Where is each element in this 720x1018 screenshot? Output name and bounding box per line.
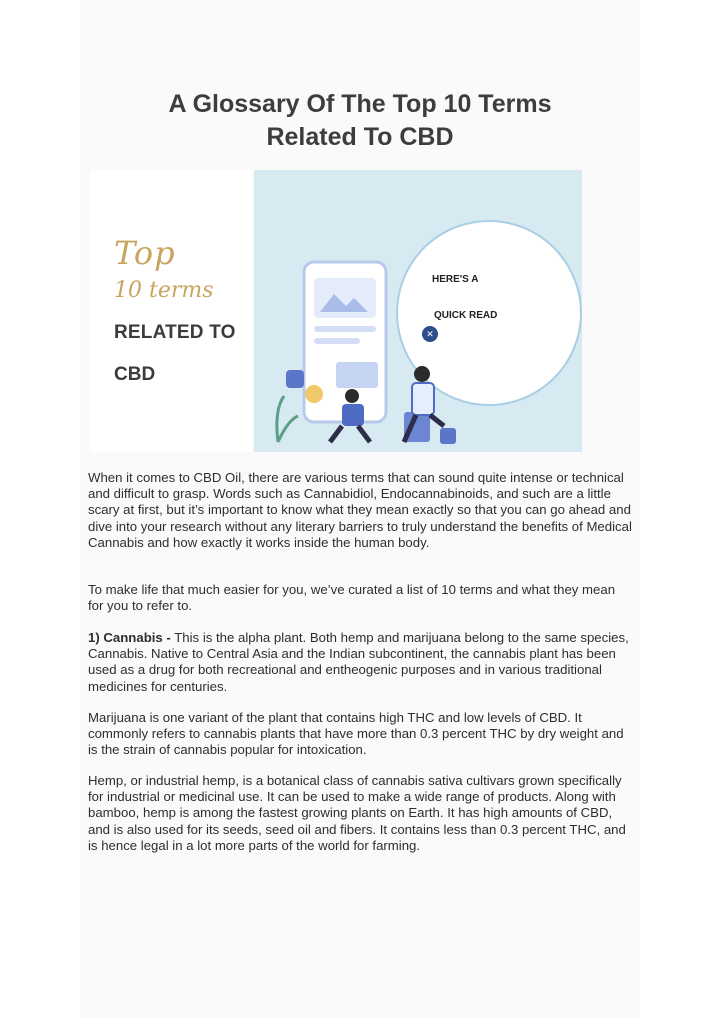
cannabis-paragraph [88,630,634,695]
term-cannabis-heading: 1) Cannabis - [88,630,171,645]
phone-line [314,326,376,332]
person-head [345,389,359,403]
person-body [412,383,434,415]
bubble-text-line-1: HERE'S A [432,274,479,285]
cannabis-description: This is the alpha plant. Both hemp and marijuana belong to the same species, Cannabis. Native to Central Asia and the Indian subcontinent, the cannabis plant has been used as a drug for both recreational and entheogenic purposes and in various traditional medicines for centuries. [88,630,629,694]
hero-text-panel [90,170,252,452]
bubble-text-line-2: QUICK READ [434,310,498,321]
title-line-1: A Glossary Of The Top 10 Terms [168,90,552,118]
hemp-paragraph: Hemp, or industrial hemp, is a botanical class of cannabis sativa cultivars grown specifically for industrial or medicinal use. It can be used to make a wide range of products. Along with bamboo, hemp is among the fastest growing plants on Earth. It has high amounts of CBD, and is also used for its seeds, seed oil and fibers. It contains less than 0.3 percent THC, and is hence legal in a lot more parts of the world for farming. [88,773,626,853]
phone-line [314,338,360,344]
list-intro-paragraph: To make life that much easier for you, we’ve curated a list of 10 terms and what they mean for you to refer to. [88,582,616,614]
hero-cbd: CBD [114,364,156,385]
hero-script-terms: 10 terms [114,278,214,303]
title-line-2: Related To CBD [266,123,454,151]
coin-icon [305,385,323,403]
lock-icon [286,370,304,388]
person-legs [330,426,370,442]
phone-card [336,362,378,388]
hero-script-top: Top [114,234,176,272]
intro-paragraph: When it comes to CBD Oil, there are various terms that can sound quite intense or technical and difficult to grasp. Words such as Cannabidiol, Endocannabinoids, and such are a little scary at first, but it’s important to know what they mean exactly so that you can go ahead and dive into your research without any literary barriers to truly understand the benefits of Medical Cannabis and how exactly it works inside the human body. [88,470,632,550]
people-phone-illustration [254,170,582,452]
user-icon [440,428,456,444]
hero-related-to: RELATED TO [114,322,236,343]
person-body [342,404,364,426]
person-head [414,366,430,382]
close-icon: ✕ [422,326,438,342]
hero-image [90,170,582,452]
marijuana-paragraph: Marijuana is one variant of the plant that contains high THC and low levels of CBD. It commonly refers to cannabis plants that have more than 0.3 percent THC by dry weight and is the strain of cannabis popular for intoxication. [88,710,624,758]
page-title [90,88,630,154]
hero-illustration-panel [254,170,582,452]
plant-icon [277,396,298,442]
